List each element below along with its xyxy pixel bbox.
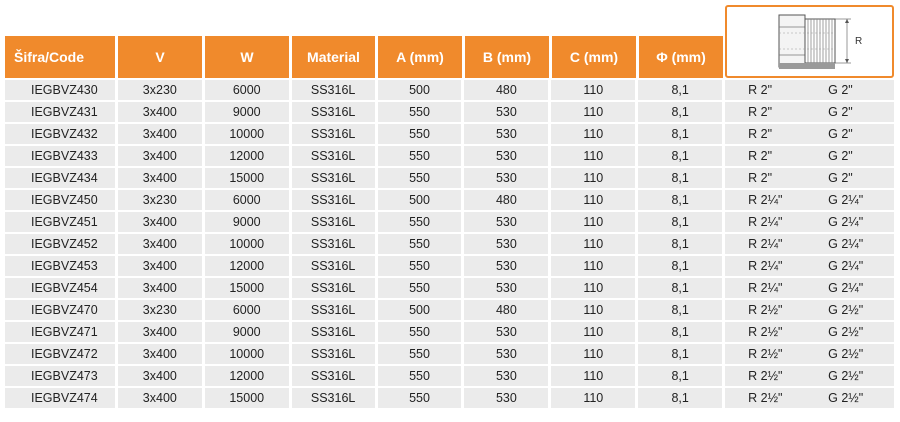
cell-w: 12000 [205, 366, 289, 386]
cell-b: 530 [464, 168, 548, 188]
cell-thread [725, 102, 894, 122]
cell-code: IEGBVZ434 [5, 168, 115, 188]
cell-phi: 8,1 [638, 80, 722, 100]
cell-c: 110 [551, 168, 635, 188]
cell-thread [725, 146, 894, 166]
cell-material: SS316L [292, 102, 375, 122]
thread-g: G 2¼" [828, 281, 864, 295]
cell-c: 110 [551, 190, 635, 210]
fitting-drawing [727, 7, 892, 76]
header-material: Material [292, 36, 375, 78]
cell-c: 110 [551, 234, 635, 254]
thread-r: R 2¼" [748, 215, 783, 229]
header-w: W [205, 36, 289, 78]
cell-v: 3x400 [118, 344, 202, 364]
cell-code: IEGBVZ431 [5, 102, 115, 122]
table-row [5, 366, 894, 386]
cell-code: IEGBVZ470 [5, 300, 115, 320]
thread-r: R 2¼" [748, 259, 783, 273]
cell-w: 10000 [205, 124, 289, 144]
header-code: Šifra/Code [5, 36, 115, 78]
thread-r: R 2¼" [748, 193, 783, 207]
thread-diagram [725, 5, 894, 78]
cell-phi: 8,1 [638, 278, 722, 298]
cell-c: 110 [551, 212, 635, 232]
cell-v: 3x400 [118, 388, 202, 408]
table-row [5, 344, 894, 364]
cell-c: 110 [551, 322, 635, 342]
cell-v: 3x400 [118, 278, 202, 298]
cell-phi: 8,1 [638, 146, 722, 166]
cell-v: 3x400 [118, 168, 202, 188]
thread-g: G 2" [828, 149, 853, 163]
cell-phi: 8,1 [638, 190, 722, 210]
table-row [5, 256, 894, 276]
thread-g: G 2" [828, 83, 853, 97]
cell-w: 9000 [205, 102, 289, 122]
cell-phi: 8,1 [638, 322, 722, 342]
cell-w: 6000 [205, 190, 289, 210]
table-row [5, 80, 894, 100]
cell-phi: 8,1 [638, 300, 722, 320]
cell-b: 530 [464, 322, 548, 342]
cell-phi: 8,1 [638, 234, 722, 254]
cell-material: SS316L [292, 80, 375, 100]
cell-a: 550 [378, 256, 462, 276]
cell-b: 480 [464, 80, 548, 100]
cell-v: 3x400 [118, 146, 202, 166]
cell-v: 3x230 [118, 300, 202, 320]
cell-c: 110 [551, 102, 635, 122]
cell-thread [725, 344, 894, 364]
cell-v: 3x230 [118, 190, 202, 210]
thread-g: G 2" [828, 105, 853, 119]
header-v: V [118, 36, 202, 78]
cell-b: 530 [464, 124, 548, 144]
cell-w: 12000 [205, 256, 289, 276]
header-b: B (mm) [465, 36, 549, 78]
table-row [5, 124, 894, 144]
cell-w: 6000 [205, 80, 289, 100]
cell-c: 110 [551, 80, 635, 100]
cell-c: 110 [551, 278, 635, 298]
cell-thread [725, 234, 894, 254]
thread-r: R 2" [748, 171, 773, 185]
cell-v: 3x400 [118, 366, 202, 386]
cell-a: 550 [378, 146, 462, 166]
cell-code: IEGBVZ472 [5, 344, 115, 364]
thread-g: G 2½" [828, 391, 864, 405]
cell-a: 500 [378, 80, 462, 100]
cell-thread [725, 256, 894, 276]
header-c: C (mm) [552, 36, 636, 78]
cell-material: SS316L [292, 388, 375, 408]
thread-r: R 2¼" [748, 281, 783, 295]
header-phi: Φ (mm) [639, 36, 723, 78]
cell-b: 530 [464, 102, 548, 122]
thread-g: G 2½" [828, 369, 864, 383]
cell-thread [725, 190, 894, 210]
thread-r: R 2½" [748, 347, 783, 361]
cell-w: 9000 [205, 322, 289, 342]
cell-code: IEGBVZ450 [5, 190, 115, 210]
cell-v: 3x400 [118, 256, 202, 276]
thread-g: G 2¼" [828, 259, 864, 273]
cell-b: 530 [464, 212, 548, 232]
cell-a: 500 [378, 300, 462, 320]
cell-b: 480 [464, 300, 548, 320]
cell-code: IEGBVZ473 [5, 366, 115, 386]
cell-a: 550 [378, 344, 462, 364]
cell-code: IEGBVZ452 [5, 234, 115, 254]
table-row [5, 146, 894, 166]
cell-w: 15000 [205, 388, 289, 408]
cell-thread [725, 212, 894, 232]
table-row [5, 300, 894, 320]
table-row [5, 322, 894, 342]
cell-phi: 8,1 [638, 366, 722, 386]
cell-a: 550 [378, 366, 462, 386]
thread-r: R 2½" [748, 303, 783, 317]
cell-code: IEGBVZ451 [5, 212, 115, 232]
cell-v: 3x400 [118, 102, 202, 122]
cell-material: SS316L [292, 124, 375, 144]
cell-b: 480 [464, 190, 548, 210]
cell-a: 550 [378, 388, 462, 408]
thread-r: R 2¼" [748, 237, 783, 251]
cell-v: 3x400 [118, 124, 202, 144]
cell-c: 110 [551, 146, 635, 166]
cell-phi: 8,1 [638, 124, 722, 144]
thread-r: R 2" [748, 127, 773, 141]
cell-w: 9000 [205, 212, 289, 232]
cell-material: SS316L [292, 300, 375, 320]
cell-b: 530 [464, 234, 548, 254]
thread-r: R 2" [748, 83, 773, 97]
cell-b: 530 [464, 344, 548, 364]
cell-thread [725, 124, 894, 144]
table-row [5, 190, 894, 210]
cell-a: 550 [378, 322, 462, 342]
cell-phi: 8,1 [638, 102, 722, 122]
cell-material: SS316L [292, 146, 375, 166]
cell-a: 550 [378, 212, 462, 232]
cell-thread [725, 300, 894, 320]
cell-v: 3x230 [118, 80, 202, 100]
cell-thread [725, 80, 894, 100]
cell-phi: 8,1 [638, 168, 722, 188]
cell-b: 530 [464, 278, 548, 298]
cell-a: 500 [378, 190, 462, 210]
table-body [5, 80, 894, 410]
cell-material: SS316L [292, 344, 375, 364]
cell-w: 15000 [205, 168, 289, 188]
cell-c: 110 [551, 256, 635, 276]
cell-code: IEGBVZ454 [5, 278, 115, 298]
thread-r: R 2" [748, 105, 773, 119]
cell-v: 3x400 [118, 322, 202, 342]
cell-w: 10000 [205, 344, 289, 364]
cell-material: SS316L [292, 322, 375, 342]
cell-material: SS316L [292, 366, 375, 386]
cell-thread [725, 388, 894, 408]
thread-g: G 2¼" [828, 215, 864, 229]
cell-b: 530 [464, 366, 548, 386]
thread-r: R 2½" [748, 391, 783, 405]
cell-w: 12000 [205, 146, 289, 166]
thread-r: R 2½" [748, 369, 783, 383]
cell-thread [725, 322, 894, 342]
cell-code: IEGBVZ453 [5, 256, 115, 276]
table-row [5, 234, 894, 254]
table-header [5, 36, 726, 78]
cell-c: 110 [551, 366, 635, 386]
cell-thread [725, 168, 894, 188]
cell-material: SS316L [292, 256, 375, 276]
thread-g: G 2" [828, 171, 853, 185]
cell-c: 110 [551, 300, 635, 320]
table-row [5, 388, 894, 408]
thread-g: G 2½" [828, 325, 864, 339]
cell-b: 530 [464, 146, 548, 166]
table-row [5, 102, 894, 122]
thread-g: G 2½" [828, 347, 864, 361]
cell-a: 550 [378, 234, 462, 254]
cell-a: 550 [378, 124, 462, 144]
cell-material: SS316L [292, 190, 375, 210]
cell-phi: 8,1 [638, 388, 722, 408]
cell-c: 110 [551, 344, 635, 364]
cell-b: 530 [464, 256, 548, 276]
cell-thread [725, 366, 894, 386]
thread-g: G 2¼" [828, 237, 864, 251]
cell-c: 110 [551, 388, 635, 408]
cell-material: SS316L [292, 278, 375, 298]
cell-b: 530 [464, 388, 548, 408]
cell-phi: 8,1 [638, 212, 722, 232]
thread-g: G 2" [828, 127, 853, 141]
cell-v: 3x400 [118, 212, 202, 232]
cell-material: SS316L [292, 168, 375, 188]
table-row [5, 212, 894, 232]
cell-code: IEGBVZ432 [5, 124, 115, 144]
thread-g: G 2½" [828, 303, 864, 317]
cell-a: 550 [378, 102, 462, 122]
cell-material: SS316L [292, 234, 375, 254]
cell-material: SS316L [292, 212, 375, 232]
cell-code: IEGBVZ430 [5, 80, 115, 100]
cell-a: 550 [378, 278, 462, 298]
cell-c: 110 [551, 124, 635, 144]
cell-v: 3x400 [118, 234, 202, 254]
cell-w: 15000 [205, 278, 289, 298]
cell-code: IEGBVZ433 [5, 146, 115, 166]
table-row [5, 278, 894, 298]
thread-r: R 2½" [748, 325, 783, 339]
cell-thread [725, 278, 894, 298]
cell-phi: 8,1 [638, 256, 722, 276]
table-row [5, 168, 894, 188]
thread-r: R 2" [748, 149, 773, 163]
cell-code: IEGBVZ471 [5, 322, 115, 342]
cell-w: 10000 [205, 234, 289, 254]
cell-a: 550 [378, 168, 462, 188]
cell-w: 6000 [205, 300, 289, 320]
cell-phi: 8,1 [638, 344, 722, 364]
header-a: A (mm) [378, 36, 462, 78]
cell-code: IEGBVZ474 [5, 388, 115, 408]
thread-g: G 2¼" [828, 193, 864, 207]
diagram-r-label: R [855, 36, 863, 47]
